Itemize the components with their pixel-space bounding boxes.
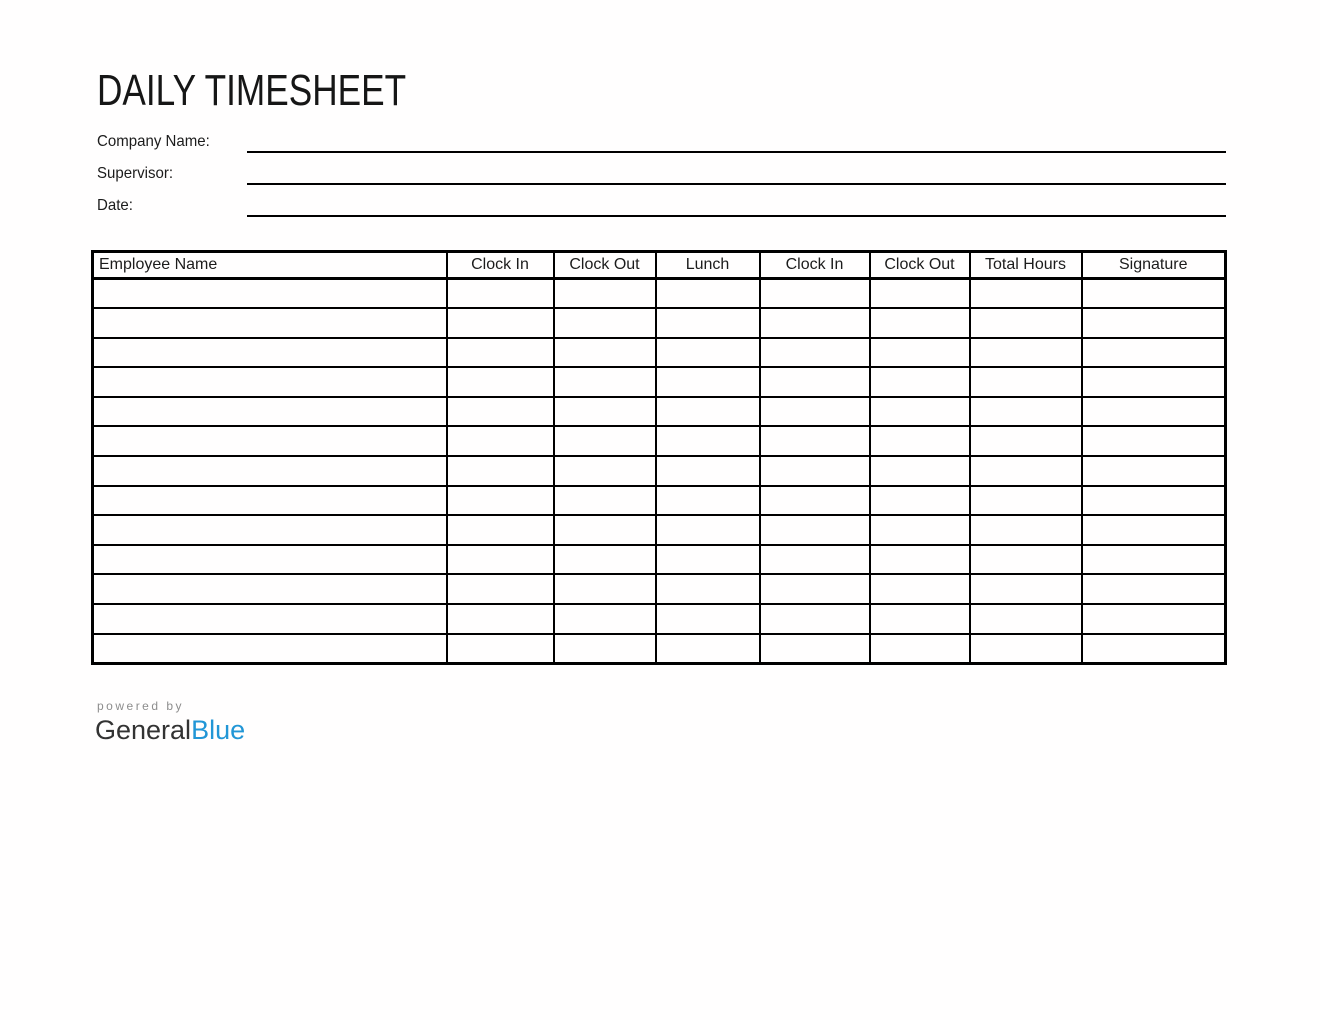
cell-clock-in-1[interactable] [447,486,554,516]
powered-by-text: powered by [97,699,185,713]
date-label: Date: [97,197,133,214]
table-row [93,574,1226,604]
cell-clock-in-1[interactable] [447,426,554,456]
cell-clock-in-1[interactable] [447,545,554,575]
cell-signature[interactable] [1082,426,1226,456]
supervisor-field [97,165,1226,187]
cell-lunch[interactable] [656,545,760,575]
cell-clock-out-2[interactable] [870,308,970,338]
page-title: DAILY TIMESHEET [97,66,407,115]
cell-lunch[interactable] [656,574,760,604]
cell-lunch[interactable] [656,456,760,486]
cell-lunch[interactable] [656,308,760,338]
cell-clock-in-1[interactable] [447,604,554,634]
cell-lunch[interactable] [656,515,760,545]
cell-employee-name[interactable] [93,426,447,456]
cell-total-hours[interactable] [970,426,1082,456]
cell-signature[interactable] [1082,634,1226,664]
cell-clock-out-1[interactable] [554,338,656,368]
cell-clock-in-2[interactable] [760,604,870,634]
cell-clock-in-2[interactable] [760,308,870,338]
table-row [93,426,1226,456]
cell-clock-out-1[interactable] [554,456,656,486]
cell-signature[interactable] [1082,308,1226,338]
cell-clock-out-1[interactable] [554,426,656,456]
timesheet-table-body [93,279,1226,664]
cell-clock-in-1[interactable] [447,367,554,397]
cell-clock-out-2[interactable] [870,397,970,427]
cell-clock-in-1[interactable] [447,308,554,338]
table-row [93,308,1226,338]
cell-clock-out-1[interactable] [554,515,656,545]
cell-clock-out-2[interactable] [870,574,970,604]
table-header-row [93,252,1226,279]
cell-clock-out-2[interactable] [870,604,970,634]
cell-clock-out-2[interactable] [870,515,970,545]
cell-clock-in-2[interactable] [760,338,870,368]
table-row [93,367,1226,397]
cell-total-hours[interactable] [970,634,1082,664]
timesheet-table [91,250,1227,665]
table-row [93,634,1226,664]
cell-clock-out-2[interactable] [870,367,970,397]
cell-total-hours[interactable] [970,397,1082,427]
cell-employee-name[interactable] [93,367,447,397]
cell-employee-name[interactable] [93,634,447,664]
column-header-signature: Signature [1082,252,1226,279]
cell-clock-in-2[interactable] [760,515,870,545]
cell-clock-out-2[interactable] [870,456,970,486]
cell-clock-out-1[interactable] [554,367,656,397]
cell-clock-in-1[interactable] [447,515,554,545]
cell-signature[interactable] [1082,338,1226,368]
cell-clock-out-1[interactable] [554,545,656,575]
cell-employee-name[interactable] [93,604,447,634]
cell-clock-in-1[interactable] [447,456,554,486]
cell-employee-name[interactable] [93,308,447,338]
cell-clock-in-2[interactable] [760,397,870,427]
cell-clock-in-2[interactable] [760,279,870,309]
cell-lunch[interactable] [656,279,760,309]
cell-employee-name[interactable] [93,574,447,604]
cell-total-hours[interactable] [970,545,1082,575]
cell-clock-out-2[interactable] [870,338,970,368]
cell-clock-in-1[interactable] [447,574,554,604]
cell-lunch[interactable] [656,604,760,634]
cell-lunch[interactable] [656,367,760,397]
cell-clock-out-1[interactable] [554,486,656,516]
cell-total-hours[interactable] [970,308,1082,338]
cell-clock-in-2[interactable] [760,486,870,516]
column-header-lunch: Lunch [656,252,760,279]
cell-clock-out-2[interactable] [870,545,970,575]
table-header [93,252,1226,279]
brand-blue-text: Blue [191,715,246,745]
cell-total-hours[interactable] [970,279,1082,309]
cell-signature[interactable] [1082,279,1226,309]
cell-lunch[interactable] [656,634,760,664]
cell-employee-name[interactable] [93,338,447,368]
cell-clock-in-1[interactable] [447,634,554,664]
cell-clock-out-2[interactable] [870,634,970,664]
column-header-clock-out-2: Clock Out [870,252,970,279]
cell-clock-out-1[interactable] [554,279,656,309]
company-name-input-line[interactable] [247,151,1226,153]
cell-lunch[interactable] [656,397,760,427]
footer [97,699,245,746]
table-row [93,545,1226,575]
date-field [97,197,1226,219]
cell-clock-in-2[interactable] [760,456,870,486]
cell-lunch[interactable] [656,338,760,368]
cell-lunch[interactable] [656,426,760,456]
table-row [93,515,1226,545]
cell-clock-out-1[interactable] [554,574,656,604]
table-row [93,604,1226,634]
cell-employee-name[interactable] [93,545,447,575]
cell-clock-out-2[interactable] [870,486,970,516]
cell-employee-name[interactable] [93,486,447,516]
cell-total-hours[interactable] [970,486,1082,516]
cell-clock-in-2[interactable] [760,367,870,397]
cell-signature[interactable] [1082,515,1226,545]
cell-employee-name[interactable] [93,397,447,427]
cell-signature[interactable] [1082,367,1226,397]
column-header-employee-name: Employee Name [93,252,447,279]
cell-clock-in-2[interactable] [760,574,870,604]
company-name-label: Company Name: [97,133,210,150]
cell-clock-out-2[interactable] [870,279,970,309]
supervisor-label: Supervisor: [97,165,174,182]
cell-total-hours[interactable] [970,515,1082,545]
column-header-clock-out-1: Clock Out [554,252,656,279]
cell-clock-out-1[interactable] [554,604,656,634]
cell-clock-in-1[interactable] [447,338,554,368]
cell-total-hours[interactable] [970,338,1082,368]
cell-signature[interactable] [1082,574,1226,604]
company-name-field [97,133,1226,155]
cell-total-hours[interactable] [970,456,1082,486]
column-header-total-hours: Total Hours [970,252,1082,279]
cell-clock-in-2[interactable] [760,426,870,456]
cell-lunch[interactable] [656,486,760,516]
cell-clock-in-1[interactable] [447,397,554,427]
cell-signature[interactable] [1082,604,1226,634]
brand-general-text: General [95,715,192,745]
cell-total-hours[interactable] [970,574,1082,604]
cell-clock-in-1[interactable] [447,279,554,309]
date-input-line[interactable] [247,215,1226,217]
cell-signature[interactable] [1082,397,1226,427]
column-header-clock-in-1: Clock In [447,252,554,279]
column-header-clock-in-2: Clock In [760,252,870,279]
cell-clock-out-1[interactable] [554,397,656,427]
cell-clock-in-2[interactable] [760,634,870,664]
table-row [93,397,1226,427]
supervisor-input-line[interactable] [247,183,1226,185]
cell-employee-name[interactable] [93,279,447,309]
cell-signature[interactable] [1082,456,1226,486]
cell-clock-in-2[interactable] [760,545,870,575]
cell-employee-name[interactable] [93,515,447,545]
generalblue-logo[interactable] [95,715,245,746]
table-row [93,338,1226,368]
cell-clock-out-1[interactable] [554,308,656,338]
table-row [93,486,1226,516]
table-row [93,279,1226,309]
table-row [93,456,1226,486]
cell-signature[interactable] [1082,486,1226,516]
cell-signature[interactable] [1082,545,1226,575]
cell-clock-out-1[interactable] [554,634,656,664]
cell-total-hours[interactable] [970,604,1082,634]
cell-employee-name[interactable] [93,456,447,486]
cell-clock-out-2[interactable] [870,426,970,456]
cell-total-hours[interactable] [970,367,1082,397]
